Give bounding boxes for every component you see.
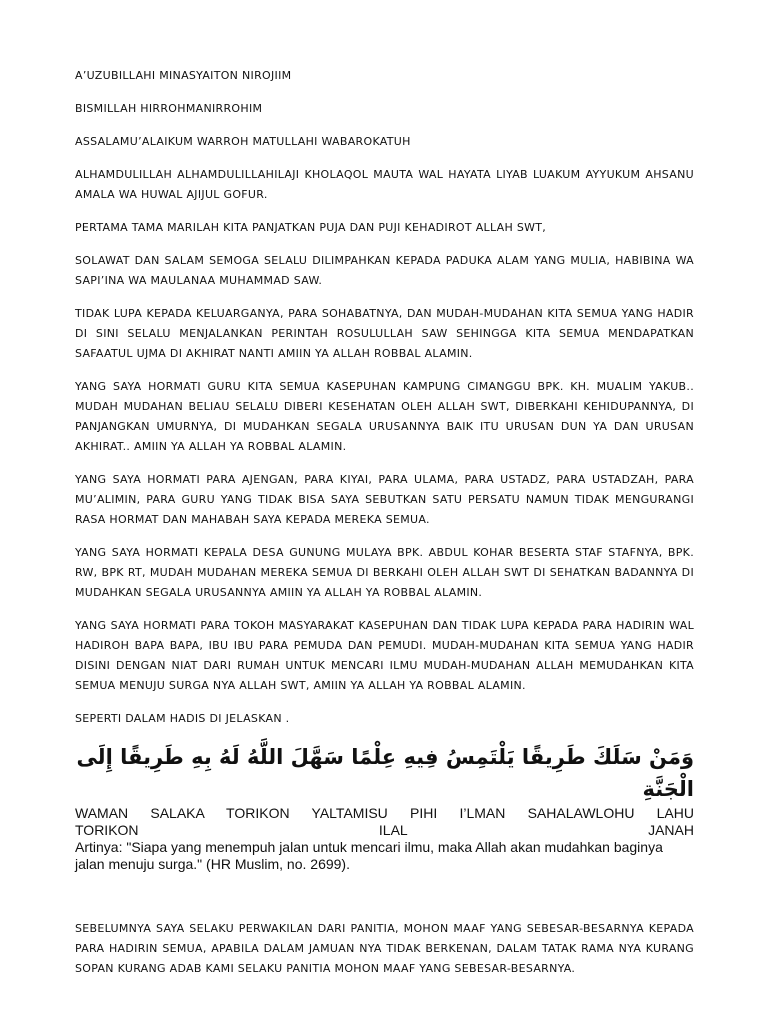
paragraph-hamdalah: ALHAMDULILLAH ALHAMDULILLAHILAJI KHOLAQOL MAUTA WAL HAYATA LIYAB LUAKUM AYYUKUM AHSANU AMALA WA HUWAL AJIJUL GOFUR. bbox=[75, 168, 694, 201]
paragraph-closing: SEBELUMNYA SAYA SELAKU PERWAKILAN DARI PANITIA, MOHON MAAF YANG SEBESAR-BESARNYA KEPADA PARA HADIRIN SEMUA, APABILA DALAM JAMUAN NYA TIDAK BERKENAN, DALAM TATAK RAMA NYA KURANG SOPAN KURANG ADAB KAMI SELAKU PANITIA MOHON MAAF YANG SEBESAR-BESARNYA. bbox=[75, 922, 694, 975]
hadith-latin-block bbox=[75, 805, 694, 873]
hadith-arabic-text: وَمَنْ سَلَكَ طَرِيقًا يَلْتَمِسُ فِيهِ عِلْمًا سَهَّلَ اللَّهُ لَهُ بِهِ طَرِيقًا إِلَى الْجَنَّةِ bbox=[76, 745, 694, 801]
paragraph-basmalah: BISMILLAH HIRROHMANIRROHIM bbox=[75, 102, 263, 115]
transliteration-line-1: WAMAN SALAKA TORIKON YALTAMISU PIHI I’LMAN SAHALAWLOHU LAHU bbox=[75, 805, 694, 821]
hadith-translation: Artinya: "Siapa yang menempuh jalan untuk mencari ilmu, maka Allah akan mudahkan baginya jalan menuju surga." (HR Muslim, no. 2699). bbox=[75, 839, 663, 872]
paragraph-guru: YANG SAYA HORMATI GURU KITA SEMUA KASEPUHAN KAMPUNG CIMANGGU BPK. KH. MUALIM YAKUB.. MUDAH MUDAHAN BELIAU SELALU DIBERI KESEHATAN OLEH ALLAH SWT, DIBERKAHI KEHIDUPANNYA, DI PANJANGKAN UMURNYA, DI MUDAHKAN SEGALA URUSANNYA BAIK ITU URUSAN DUN YA DAN URUSAN AKHIRAT.. AMIIN YA ALLAH YA ROBBAL ALAMIN. bbox=[75, 380, 694, 453]
transliteration-word: TORIKON bbox=[75, 822, 139, 838]
paragraph-ulama: YANG SAYA HORMATI PARA AJENGAN, PARA KIYAI, PARA ULAMA, PARA USTADZ, PARA USTADZAH, PARA MU’ALIMIN, PARA GURU YANG TIDAK BISA SAYA SEBUTKAN SATU PERSATU NAMUN TIDAK MENGURANGI RASA HORMAT DAN MAHABAH SAYA KEPADA MEREKA SEMUA. bbox=[75, 473, 694, 526]
paragraph-solawat: SOLAWAT DAN SALAM SEMOGA SELALU DILIMPAHKAN KEPADA PADUKA ALAM YANG MULIA, HABIBINA WA SAPI’INA WA MAULANAA MUHAMMAD SAW. bbox=[75, 254, 694, 287]
transliteration-line-2 bbox=[75, 822, 694, 839]
paragraph-hadis-intro: SEPERTI DALAM HADIS DI JELASKAN . bbox=[75, 712, 290, 725]
transliteration-word: ILAL bbox=[378, 822, 408, 838]
spacer bbox=[75, 873, 694, 919]
paragraph-opening: PERTAMA TAMA MARILAH KITA PANJATKAN PUJA DAN PUJI KEHADIROT ALLAH SWT, bbox=[75, 221, 547, 234]
paragraph-family: TIDAK LUPA KEPADA KELUARGANYA, PARA SOHABATNYA, DAN MUDAH-MUDAHAN KITA SEMUA YANG HADIR DI SINI SELALU MENJALANKAN PERINTAH ROSULULLAH SAW SEHINGGA KITA SEMUA MENDAPATKAN SAFAATUL UJMA DI AKHIRAT NANTI AMIIN YA ALLAH ROBBAL ALAMIN. bbox=[75, 307, 694, 360]
transliteration-word: JANAH bbox=[648, 822, 694, 838]
paragraph-tokoh: YANG SAYA HORMATI PARA TOKOH MASYARAKAT KASEPUHAN DAN TIDAK LUPA KEPADA PARA HADIRIN WAL HADIROH BAPA BAPA, IBU IBU PARA PEMUDA DAN PEMUDI. MUDAH-MUDAHAN KITA SEMUA YANG HADIR DISINI DENGAN NIAT DARI RUMAH UNTUK MENCARI ILMU MUDAH-MUDAHAN ALLAH MEMUDAHKAN KITA SEMUA MENUJU SURGA NYA ALLAH SWT, AMIIN YA ALLAH YA ROBBAL ALAMIN. bbox=[75, 619, 694, 692]
paragraph-salam: ASSALAMU’ALAIKUM WARROH MATULLAHI WABAROKATUH bbox=[75, 135, 411, 148]
paragraph-taawudz: A’UZUBILLAHI MINASYAITON NIROJIIM bbox=[75, 69, 292, 82]
paragraph-kepala-desa: YANG SAYA HORMATI KEPALA DESA GUNUNG MULAYA BPK. ABDUL KOHAR BESERTA STAF STAFNYA, BPK. RW, BPK RT, MUDAH MUDAHAN MEREKA SEMUA DI BERKAHI OLEH ALLAH SWT DI SEHATKAN BADANNYA DI MUDAHKAN SEGALA URUSANNYA AMIIN YA ALLAH YA ROBBAL ALAMIN. bbox=[75, 546, 694, 599]
